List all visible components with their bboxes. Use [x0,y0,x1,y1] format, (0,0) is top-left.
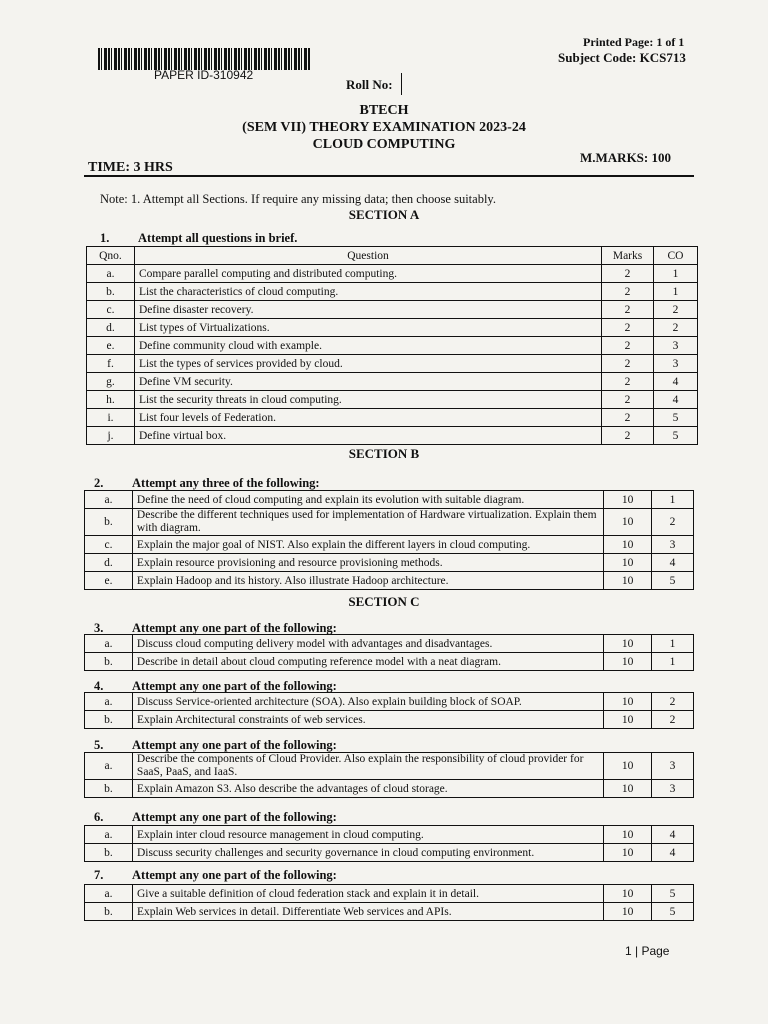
question-co: 4 [652,826,694,844]
table-row [87,337,698,355]
table-row [85,903,694,921]
table-row [87,391,698,409]
question-text: Describe the different techniques used for implementation of Hardware virtualization. Explain them with diagram. [132,509,603,536]
table-row [85,491,694,509]
question-text: Explain Architectural constraints of web services. [132,711,603,729]
question-5-table [84,752,694,798]
degree-title: BTECH [359,103,409,118]
question-instruction: Attempt any three of the following: [132,476,320,490]
question-4-table [84,692,694,729]
question-text: Define the need of cloud computing and explain its evolution with suitable diagram. [132,491,603,509]
table-row [85,693,694,711]
question-label: a. [85,885,133,903]
question-co: 2 [652,711,694,729]
question-label: f. [87,355,135,373]
question-co: 1 [652,653,694,671]
question-marks: 2 [602,319,654,337]
question-text: Explain the major goal of NIST. Also explain the different layers in cloud computing. [132,536,603,554]
question-co: 2 [654,319,698,337]
question-text: Discuss Service-oriented architecture (SOA). Also explain building block of SOAP. [132,693,603,711]
table-row [87,301,698,319]
question-marks: 10 [604,635,652,653]
question-label: i. [87,409,135,427]
question-text: Discuss cloud computing delivery model with advantages and disadvantages. [132,635,603,653]
question-marks: 10 [604,885,652,903]
question-co: 3 [654,337,698,355]
question-text: Explain inter cloud resource management in cloud computing. [132,826,603,844]
question-text: List four levels of Federation. [134,409,601,427]
question-co: 4 [652,844,694,862]
question-instruction: Attempt all questions in brief. [138,231,298,245]
question-co: 4 [654,373,698,391]
table-row [87,265,698,283]
table-row [85,536,694,554]
question-co: 3 [652,780,694,798]
question-co: 3 [654,355,698,373]
barcode [98,48,310,70]
table-row [85,572,694,590]
question-co: 1 [652,491,694,509]
question-number: 7. [94,868,104,882]
question-instruction: Attempt any one part of the following: [132,738,337,752]
question-label: a. [85,826,133,844]
roll-no-label: Roll No: [346,77,393,92]
column-header: Qno. [87,247,135,265]
header-divider [84,175,694,177]
question-number: 4. [94,679,104,693]
page-number: 1 | Page [625,944,670,958]
question-marks: 10 [604,693,652,711]
question-6-table [84,825,694,862]
exam-title: (SEM VII) THEORY EXAMINATION 2023-24 [242,120,526,135]
question-number: 3. [94,621,104,635]
question-number: 2. [94,476,104,490]
question-text: List the types of services provided by cloud. [134,355,601,373]
question-label: d. [87,319,135,337]
subject-code: Subject Code: KCS713 [558,50,686,65]
question-number: 5. [94,738,104,752]
question-text: Discuss security challenges and security governance in cloud computing environment. [132,844,603,862]
question-co: 4 [652,554,694,572]
question-co: 1 [654,265,698,283]
note-text: Note: 1. Attempt all Sections. If require any missing data; then choose suitably. [100,192,496,206]
question-5-heading [94,738,337,753]
printed-page: Printed Page: 1 of 1 [583,35,685,49]
question-marks: 2 [602,301,654,319]
roll-no-field [401,73,402,95]
question-label: b. [85,711,133,729]
question-co: 5 [652,885,694,903]
question-co: 2 [652,693,694,711]
question-text: Explain Web services in detail. Differentiate Web services and APIs. [132,903,603,921]
question-label: e. [85,572,133,590]
table-row [87,319,698,337]
question-marks: 2 [602,355,654,373]
question-co: 2 [652,509,694,536]
question-marks: 2 [602,337,654,355]
table-row [85,844,694,862]
question-number: 1. [100,231,110,245]
question-marks: 10 [604,711,652,729]
table-row [87,409,698,427]
question-label: j. [87,427,135,445]
column-header: Marks [602,247,654,265]
question-marks: 10 [604,491,652,509]
question-co: 5 [654,427,698,445]
paper-id: PAPER ID-310942 [154,68,254,82]
question-co: 3 [652,753,694,780]
question-marks: 10 [604,903,652,921]
question-1-heading [100,231,297,246]
question-text: Explain Hadoop and its history. Also illustrate Hadoop architecture. [132,572,603,590]
question-marks: 10 [604,653,652,671]
question-instruction: Attempt any one part of the following: [132,679,337,693]
section-a-title: SECTION A [348,207,420,222]
question-6-heading [94,810,337,825]
question-text: List the security threats in cloud computing. [134,391,601,409]
question-label: a. [85,635,133,653]
question-co: 1 [652,635,694,653]
table-row [87,355,698,373]
table-row [87,283,698,301]
question-marks: 10 [604,554,652,572]
question-marks: 10 [604,753,652,780]
question-instruction: Attempt any one part of the following: [132,810,337,824]
table-row [87,427,698,445]
table-row [85,753,694,780]
question-text: List the characteristics of cloud computing. [134,283,601,301]
question-marks: 2 [602,409,654,427]
question-co: 5 [652,572,694,590]
question-3-table [84,634,694,671]
table-row [85,780,694,798]
subject-title: CLOUD COMPUTING [312,137,456,152]
question-text: Define VM security. [134,373,601,391]
question-co: 4 [654,391,698,409]
question-text: Compare parallel computing and distributed computing. [134,265,601,283]
question-text: Describe in detail about cloud computing reference model with a neat diagram. [132,653,603,671]
question-co: 1 [654,283,698,301]
table-row [85,885,694,903]
question-label: g. [87,373,135,391]
question-marks: 2 [602,427,654,445]
question-text: Explain resource provisioning and resource provisioning methods. [132,554,603,572]
table-row [85,711,694,729]
question-marks: 10 [604,826,652,844]
question-text: Explain Amazon S3. Also describe the advantages of cloud storage. [132,780,603,798]
question-marks: 2 [602,391,654,409]
question-co: 5 [654,409,698,427]
question-label: d. [85,554,133,572]
question-instruction: Attempt any one part of the following: [132,868,337,882]
max-marks-label: M.MARKS: 100 [580,150,671,165]
question-label: a. [85,693,133,711]
question-co: 2 [654,301,698,319]
question-text: Define virtual box. [134,427,601,445]
question-label: e. [87,337,135,355]
section-b-table [84,490,694,590]
question-label: c. [85,536,133,554]
question-label: b. [87,283,135,301]
table-row [87,373,698,391]
question-text: Define disaster recovery. [134,301,601,319]
question-marks: 2 [602,373,654,391]
question-text: Define community cloud with example. [134,337,601,355]
question-label: a. [85,491,133,509]
question-text: Give a suitable definition of cloud federation stack and explain it in detail. [132,885,603,903]
question-label: a. [85,753,133,780]
question-label: h. [87,391,135,409]
table-row [85,826,694,844]
question-marks: 10 [604,572,652,590]
question-marks: 2 [602,283,654,301]
question-label: b. [85,903,133,921]
table-row [85,635,694,653]
question-number: 6. [94,810,104,824]
question-label: c. [87,301,135,319]
column-header: CO [654,247,698,265]
question-7-heading [94,868,337,883]
question-marks: 10 [604,509,652,536]
column-header: Question [134,247,601,265]
question-label: b. [85,780,133,798]
table-header-row [87,247,698,265]
question-co: 3 [652,536,694,554]
question-7-table [84,884,694,921]
question-label: b. [85,844,133,862]
question-label: b. [85,509,133,536]
question-label: b. [85,653,133,671]
question-marks: 10 [604,844,652,862]
table-row [85,509,694,536]
question-marks: 10 [604,536,652,554]
question-marks: 2 [602,265,654,283]
question-marks: 10 [604,780,652,798]
section-c-title: SECTION C [348,594,420,609]
table-row [85,554,694,572]
question-co: 5 [652,903,694,921]
section-b-title: SECTION B [348,446,420,461]
question-instruction: Attempt any one part of the following: [132,621,337,635]
question-text: List types of Virtualizations. [134,319,601,337]
question-2-heading [94,476,320,491]
table-row [85,653,694,671]
question-text: Describe the components of Cloud Provider. Also explain the responsibility of cloud provider for SaaS, PaaS, and IaaS. [132,753,603,780]
time-label: TIME: 3 HRS [88,160,173,175]
section-a-table [86,246,698,445]
question-label: a. [87,265,135,283]
